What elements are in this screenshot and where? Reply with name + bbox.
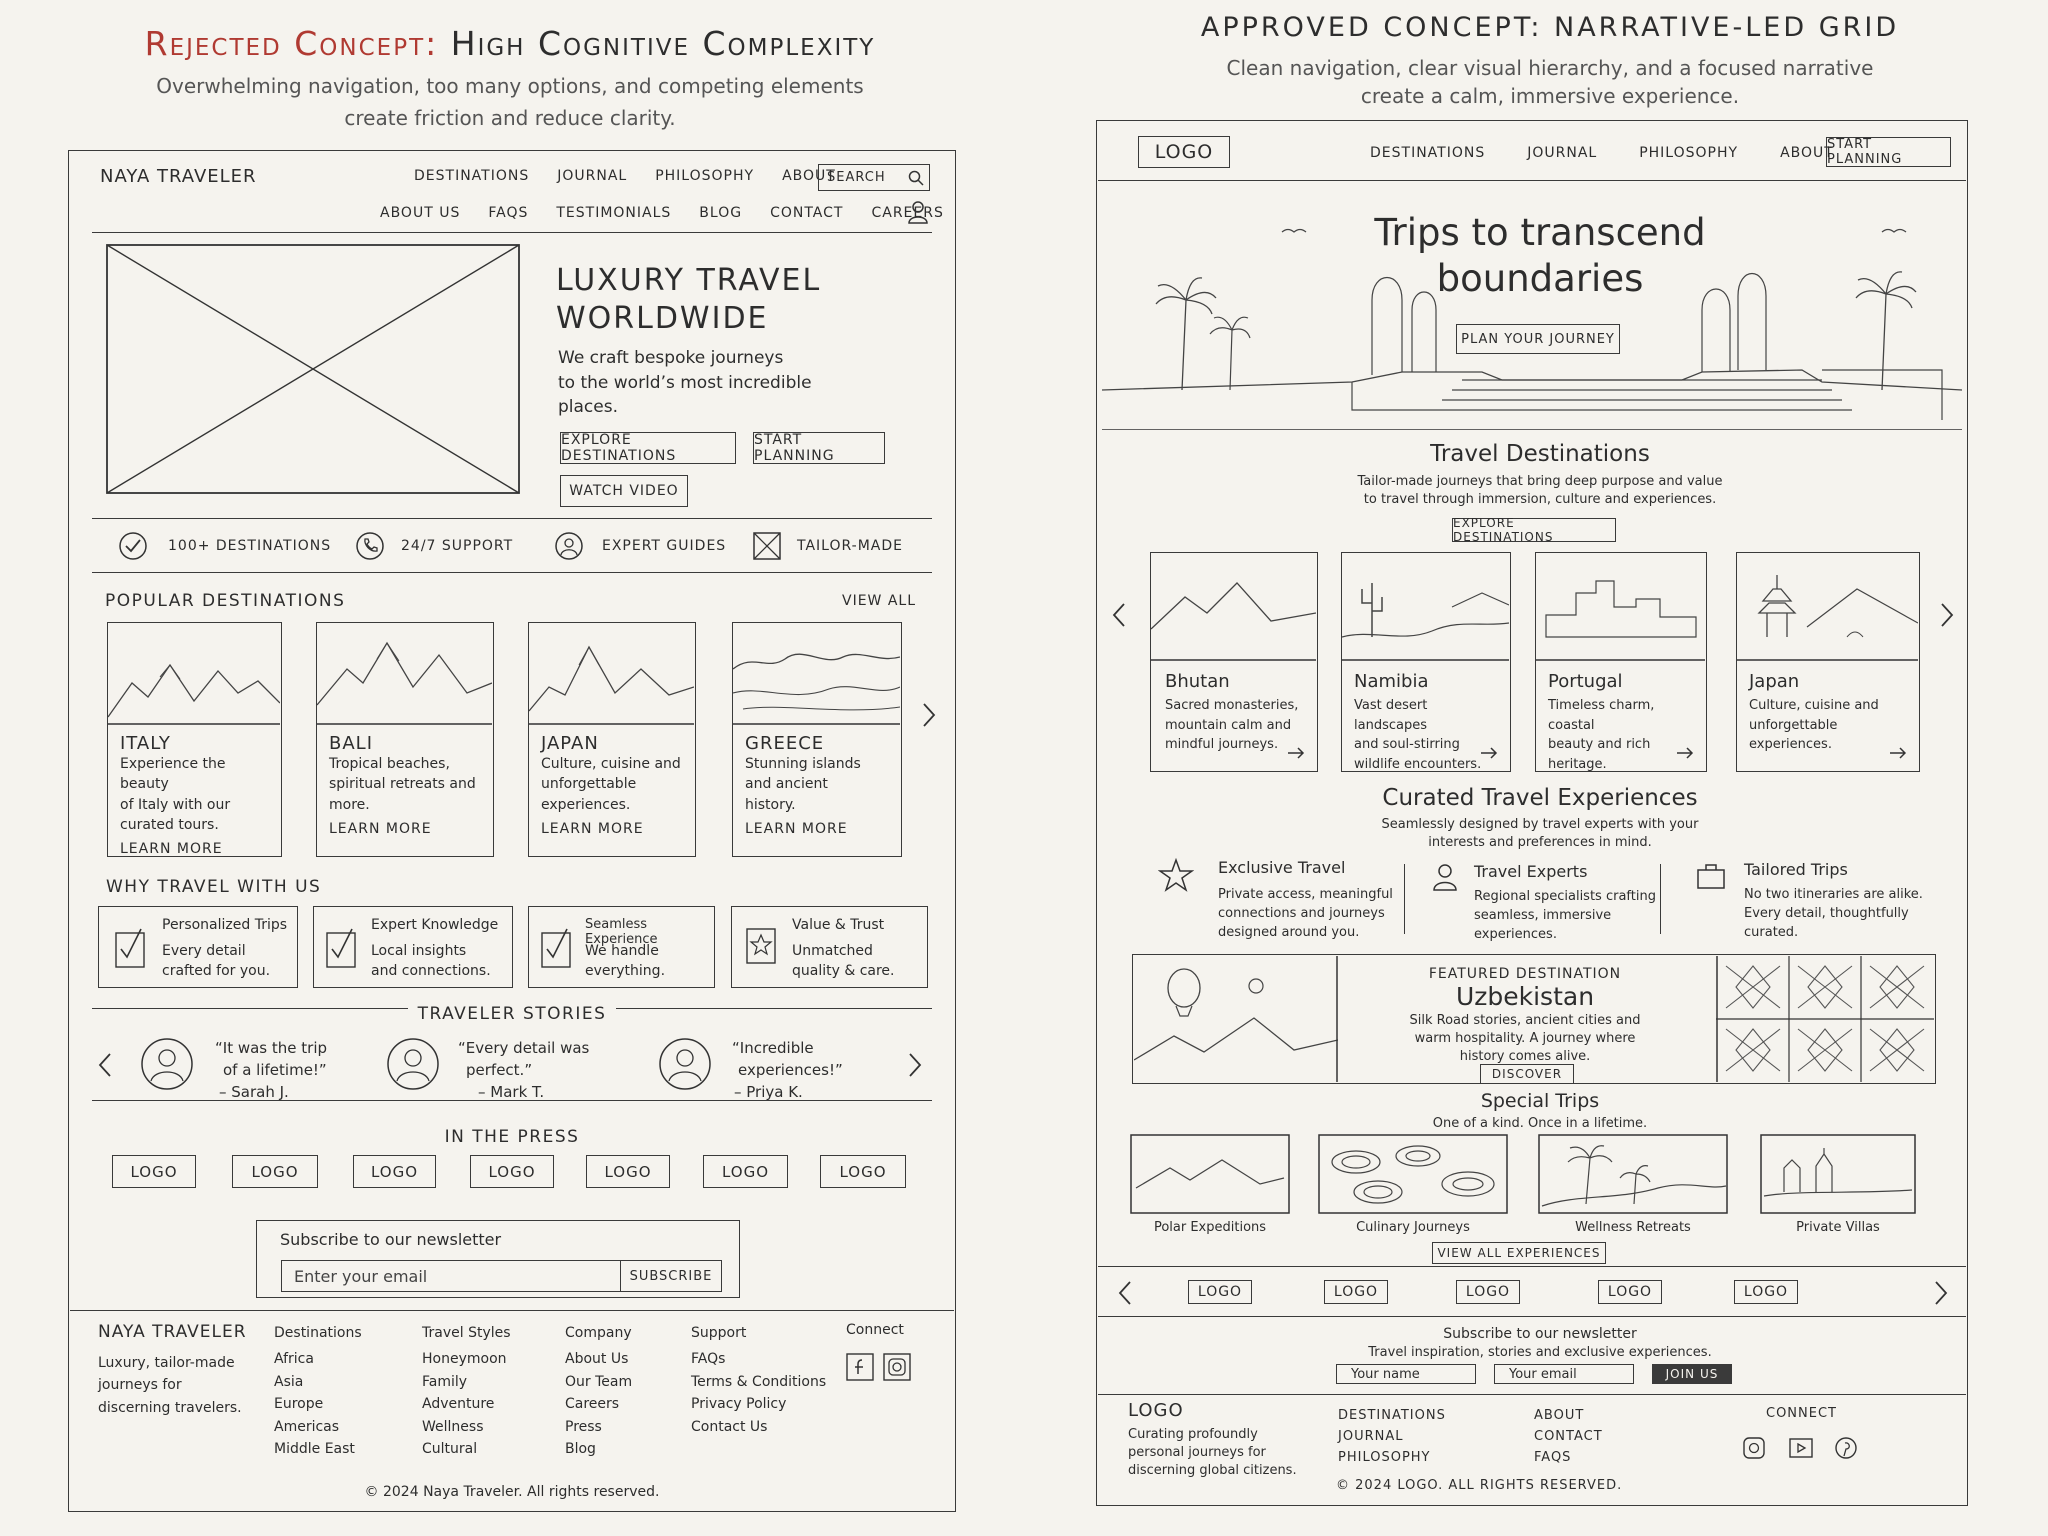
destination-card[interactable] xyxy=(528,622,696,857)
checkbox-icon xyxy=(326,925,356,969)
header-logo[interactable]: LOGO xyxy=(1138,136,1230,168)
press-logo: LOGO xyxy=(112,1155,196,1188)
why-item-title: Value & Trust xyxy=(792,917,885,933)
subscribe-button[interactable]: SUBSCRIBE xyxy=(620,1260,722,1292)
brand-logo[interactable]: NAYA TRAVELER xyxy=(100,166,257,187)
destination-card[interactable] xyxy=(316,622,494,857)
footer-link[interactable]: CONTACT xyxy=(1534,1428,1603,1444)
footer-link[interactable]: About Us xyxy=(565,1351,629,1368)
connect-heading: CONNECT xyxy=(1766,1406,1837,1421)
traveler-stories-heading: TRAVELER STORIES xyxy=(408,1004,617,1024)
footer-link[interactable]: Wellness xyxy=(422,1418,484,1435)
why-text-line: and connections. xyxy=(371,963,491,980)
why-text-line: Local insights xyxy=(371,943,467,959)
footer-link[interactable]: Cultural xyxy=(422,1440,478,1457)
card-text: Experience the beauty xyxy=(120,756,226,793)
search-label: SEARCH xyxy=(827,170,886,185)
press-logo: LOGO xyxy=(1188,1280,1252,1304)
footer-col-heading: Support xyxy=(691,1325,747,1341)
pagoda-illustration xyxy=(1737,553,1918,661)
mountain-illustration xyxy=(1151,553,1316,661)
card-text: of Italy with our xyxy=(120,796,231,813)
footer-link[interactable]: Family xyxy=(422,1373,468,1390)
footer-link[interactable]: Press xyxy=(565,1418,602,1435)
footer-link[interactable]: Careers xyxy=(565,1396,620,1413)
checkbox-icon xyxy=(541,925,571,969)
tailor-made-icon xyxy=(752,531,782,561)
curated-subtitle-1: Seamlessly designed by travel experts with your xyxy=(1381,817,1699,832)
nav-about[interactable]: ABOUT xyxy=(1780,145,1834,161)
plan-your-journey-button[interactable]: PLAN YOUR JOURNEY xyxy=(1456,324,1620,354)
mountain-illustration xyxy=(317,623,492,725)
quote-line: perfect.” xyxy=(466,1060,533,1079)
chevron-right-icon[interactable] xyxy=(1940,602,1954,628)
footer-col-travel-styles xyxy=(422,1322,511,1460)
destination-card[interactable] xyxy=(1341,552,1511,772)
tagline-line: personal journeys for xyxy=(1128,1445,1266,1461)
press-logo: LOGO xyxy=(586,1155,670,1188)
card-text: spiritual retreats and xyxy=(329,776,476,793)
hero-title-line-1: LUXURY TRAVEL xyxy=(556,263,822,298)
destinations-subtitle-2: to travel through immersion, culture and experiences. xyxy=(1363,492,1717,507)
newsletter-title: Subscribe to our newsletter xyxy=(1443,1326,1637,1342)
chevron-right-icon[interactable] xyxy=(908,1052,922,1078)
footer-col-destinations xyxy=(274,1322,362,1460)
card-text: unforgettable xyxy=(1749,717,1838,733)
nav-destinations[interactable]: DESTINATIONS xyxy=(414,168,530,184)
arrow-right-icon[interactable] xyxy=(1480,747,1498,759)
card-text: and soul-stirring xyxy=(1354,737,1460,752)
footer-tagline xyxy=(98,1352,242,1419)
card-title: Portugal xyxy=(1548,671,1623,692)
curated-text-line: curated. xyxy=(1744,924,1799,940)
feature-guides: EXPERT GUIDES xyxy=(602,538,727,554)
why-item-text xyxy=(792,941,895,982)
card-text: and ancient xyxy=(745,776,828,793)
start-planning-button[interactable]: START PLANNING xyxy=(753,432,885,464)
balloon-landscape-illustration xyxy=(1134,956,1338,1082)
footer-link[interactable]: PHILOSOPHY xyxy=(1338,1449,1431,1465)
avatar xyxy=(658,1037,712,1091)
card-text: wildlife encounters. xyxy=(1354,756,1482,772)
curated-item-title: Tailored Trips xyxy=(1744,860,1848,879)
footer-link[interactable]: ABOUT xyxy=(1534,1408,1585,1423)
destination-card[interactable] xyxy=(732,622,902,857)
testimonial-quote xyxy=(458,1038,589,1103)
footer-col-heading: Travel Styles xyxy=(422,1325,511,1341)
connect-heading: Connect xyxy=(846,1322,904,1338)
palm-island-illustration xyxy=(1538,1134,1728,1214)
footer-col-company xyxy=(565,1322,632,1460)
rejected-subtitle-2: create friction and reduce clarity. xyxy=(344,106,676,130)
dishes-illustration xyxy=(1318,1134,1508,1214)
curated-subtitle-2: interests and preferences in mind. xyxy=(1428,835,1652,850)
guide-icon xyxy=(554,531,584,561)
curated-text-line: No two itineraries are alike. xyxy=(1744,887,1923,902)
curated-item-text xyxy=(1474,888,1656,945)
award-icon xyxy=(746,925,776,965)
star-icon xyxy=(1158,858,1194,892)
footer-link[interactable]: Adventure xyxy=(422,1396,495,1413)
hero-title-line-1: Trips to transcend xyxy=(1374,211,1706,254)
footer-link[interactable]: Terms & Conditions xyxy=(691,1373,827,1390)
nav-blog[interactable]: BLOG xyxy=(699,205,743,221)
card-text: curated tours. xyxy=(120,816,219,833)
testimonial-quote xyxy=(215,1038,327,1103)
chevron-right-icon[interactable] xyxy=(922,702,936,728)
rejected-subtitle-1: Overwhelming navigation, too many options, and competing elements xyxy=(156,74,864,98)
special-trip-label[interactable]: Private Villas xyxy=(1796,1220,1880,1235)
approved-title: APPROVED CONCEPT: NARRATIVE-LED GRID xyxy=(1200,12,1900,43)
press-logo: LOGO xyxy=(1456,1280,1520,1304)
chevron-left-icon[interactable] xyxy=(1118,1280,1132,1306)
quote-author: – Sarah J. xyxy=(219,1082,289,1101)
curated-experiences-heading: Curated Travel Experiences xyxy=(1382,785,1698,811)
why-item-text xyxy=(162,941,270,982)
tagline-line: discerning travelers. xyxy=(98,1399,242,1416)
quote-line: of a lifetime!” xyxy=(223,1060,327,1079)
learn-more-link[interactable]: LEARN MORE xyxy=(541,820,644,837)
view-all-link[interactable]: VIEW ALL xyxy=(842,593,917,609)
tagline-line: Luxury, tailor-made xyxy=(98,1355,235,1371)
card-title: BALI xyxy=(329,733,373,754)
footer-link[interactable]: Our Team xyxy=(565,1373,633,1390)
footer-link[interactable]: JOURNAL xyxy=(1338,1428,1404,1444)
rejected-title xyxy=(60,24,960,63)
special-trips-subtitle: One of a kind. Once in a lifetime. xyxy=(1432,1116,1648,1131)
why-item xyxy=(313,906,513,988)
footer-link[interactable]: Europe xyxy=(274,1396,324,1413)
email-input[interactable]: Enter your email xyxy=(281,1260,621,1292)
footer-link[interactable]: FAQS xyxy=(1534,1449,1572,1465)
hero-body-line: We craft bespoke journeys xyxy=(558,348,784,368)
card-text: experiences. xyxy=(1749,737,1832,752)
card-text: Sacred monasteries, xyxy=(1165,698,1299,713)
footer-tagline xyxy=(1128,1426,1297,1481)
quote-line: experiences!” xyxy=(738,1060,843,1079)
feature-destinations: 100+ DESTINATIONS xyxy=(168,538,332,554)
destination-card[interactable] xyxy=(1150,552,1318,772)
curated-text-line: Regional specialists crafting xyxy=(1474,889,1656,904)
nav-faqs[interactable]: FAQS xyxy=(488,205,529,221)
curated-text-line: seamless, immersive xyxy=(1474,907,1612,923)
why-item-title: Personalized Trips xyxy=(162,917,288,933)
avatar xyxy=(386,1037,440,1091)
featured-text-line: history comes alive. xyxy=(1459,1049,1591,1065)
footer-link[interactable]: Privacy Policy xyxy=(691,1396,787,1413)
why-item-title: Seamless Experience xyxy=(585,917,658,947)
card-text: Tropical beaches, xyxy=(329,756,450,772)
nav-contact[interactable]: CONTACT xyxy=(770,205,844,221)
learn-more-link[interactable]: LEARN MORE xyxy=(120,841,223,858)
footer-logo[interactable]: LOGO xyxy=(1128,1400,1184,1421)
why-item xyxy=(731,906,928,988)
arrow-right-icon[interactable] xyxy=(1889,747,1907,759)
footer-link[interactable]: DESTINATIONS xyxy=(1338,1408,1446,1423)
card-title: Namibia xyxy=(1354,671,1429,692)
desert-cactus-illustration xyxy=(1342,553,1509,661)
footer-link[interactable]: Americas xyxy=(274,1418,340,1435)
footer-link[interactable]: Contact Us xyxy=(691,1418,768,1435)
footer-link[interactable]: Honeymoon xyxy=(422,1351,507,1368)
copyright: © 2024 Naya Traveler. All rights reserved. xyxy=(364,1484,660,1500)
nav-about[interactable]: ABOUT xyxy=(782,168,836,184)
hero-title xyxy=(556,262,821,337)
footer-col-support xyxy=(691,1322,826,1438)
nav-journal[interactable]: JOURNAL xyxy=(557,168,628,184)
card-text: Stunning islands xyxy=(745,756,861,772)
hero-title-line-2: boundaries xyxy=(1436,257,1644,301)
mountain-illustration xyxy=(529,623,694,725)
card-text: unforgettable xyxy=(541,776,637,793)
card-text: Culture, cuisine and xyxy=(1749,698,1879,713)
destination-card[interactable] xyxy=(1736,552,1920,772)
start-planning-button[interactable]: START PLANNING xyxy=(1826,137,1951,167)
youtube-icon[interactable] xyxy=(1788,1436,1814,1460)
special-trip-label[interactable]: Wellness Retreats xyxy=(1575,1220,1691,1235)
nav-philosophy[interactable]: PHILOSOPHY xyxy=(1639,145,1739,161)
quote-line: “It was the trip xyxy=(215,1039,328,1057)
secondary-nav xyxy=(380,205,944,221)
curated-item-text xyxy=(1218,886,1393,943)
special-trip-label[interactable]: Culinary Journeys xyxy=(1356,1220,1470,1235)
why-item-title: Expert Knowledge xyxy=(371,917,499,933)
search-icon xyxy=(908,170,924,186)
feature-tailor-made: TAILOR-MADE xyxy=(797,538,903,554)
nav-careers[interactable]: CAREERS xyxy=(871,205,944,221)
card-text: mindful journeys. xyxy=(1165,737,1279,752)
curated-text-line: experiences. xyxy=(1474,926,1557,942)
name-input[interactable]: Your name xyxy=(1336,1364,1476,1384)
hero-image-placeholder xyxy=(106,244,520,494)
quote-author: – Mark T. xyxy=(478,1082,545,1101)
card-text: heritage. xyxy=(1548,756,1607,772)
footer-link[interactable]: Africa xyxy=(274,1351,314,1368)
user-icon[interactable] xyxy=(907,200,929,224)
special-trips-heading: Special Trips xyxy=(1480,1090,1600,1112)
press-logo: LOGO xyxy=(1734,1280,1798,1304)
destination-card[interactable] xyxy=(1535,552,1707,772)
special-trip-label[interactable]: Polar Expeditions xyxy=(1153,1220,1267,1235)
footer-link[interactable]: FAQs xyxy=(691,1351,726,1368)
phone-icon xyxy=(355,531,385,561)
why-text-line: crafted for you. xyxy=(162,963,271,980)
popular-destinations-heading: POPULAR DESTINATIONS xyxy=(105,591,346,611)
mountain-illustration xyxy=(108,623,280,725)
hero-body xyxy=(558,346,812,420)
quote-line: “Every detail was xyxy=(458,1039,590,1057)
footer-col-heading: Destinations xyxy=(274,1325,362,1341)
view-all-experiences-button[interactable]: VIEW ALL EXPERIENCES xyxy=(1432,1242,1606,1264)
avatar xyxy=(140,1037,194,1091)
feature-support: 24/7 SUPPORT xyxy=(401,538,514,554)
footer-col-heading: Company xyxy=(565,1325,632,1341)
explore-destinations-button[interactable]: EXPLORE DESTINATIONS xyxy=(560,432,736,464)
card-text: history. xyxy=(745,796,796,813)
curated-text-line: connections and journeys xyxy=(1218,905,1385,921)
card-title: Japan xyxy=(1749,671,1800,692)
newsletter-title: Subscribe to our newsletter xyxy=(280,1230,502,1249)
hero-body-line: places. xyxy=(558,397,618,418)
footer-brand[interactable]: NAYA TRAVELER xyxy=(98,1322,247,1342)
curated-text-line: designed around you. xyxy=(1218,924,1360,940)
approved-subtitle-1: Clean navigation, clear visual hierarchy, and a focused narrative xyxy=(1226,56,1874,80)
footer-links-col-1 xyxy=(1338,1406,1446,1468)
why-text-line: Every detail xyxy=(162,943,246,959)
card-text: beauty and rich xyxy=(1548,737,1651,752)
arrow-right-icon[interactable] xyxy=(1287,747,1305,759)
learn-more-link[interactable]: LEARN MORE xyxy=(329,820,432,837)
why-item-text xyxy=(371,941,491,982)
featured-text-line: warm hospitality. A journey where xyxy=(1414,1031,1636,1047)
coast-illustration xyxy=(733,623,900,725)
newsletter-subtitle: Travel inspiration, stories and exclusive experiences. xyxy=(1368,1345,1712,1360)
chevron-left-icon[interactable] xyxy=(98,1052,112,1078)
email-input[interactable]: Your email xyxy=(1494,1364,1634,1384)
check-circle-icon xyxy=(118,531,148,561)
why-text-line: Unmatched xyxy=(792,943,873,959)
nav-journal[interactable]: JOURNAL xyxy=(1527,145,1598,161)
card-text: more. xyxy=(329,796,370,813)
chevron-left-icon[interactable] xyxy=(1112,602,1126,628)
card-text: experiences. xyxy=(541,796,631,813)
hero-title-line-2: WORLDWIDE xyxy=(556,300,769,336)
destination-card[interactable] xyxy=(107,622,282,857)
press-logo: LOGO xyxy=(703,1155,788,1188)
press-logo: LOGO xyxy=(470,1155,554,1188)
featured-text-line: Silk Road stories, ancient cities and xyxy=(1409,1013,1641,1028)
featured-description xyxy=(1340,1012,1710,1067)
press-logo: LOGO xyxy=(1324,1280,1388,1304)
card-text: Timeless charm, coastal xyxy=(1548,698,1655,733)
villa-illustration xyxy=(1760,1134,1916,1214)
search-box[interactable] xyxy=(818,164,930,191)
card-title: Bhutan xyxy=(1165,671,1230,692)
chevron-right-icon[interactable] xyxy=(1934,1280,1948,1306)
nav-testimonials[interactable]: TESTIMONIALS xyxy=(556,205,672,221)
press-logo: LOGO xyxy=(820,1155,906,1188)
instagram-icon[interactable] xyxy=(1742,1436,1766,1460)
tagline-line: journeys for xyxy=(98,1377,182,1394)
footer-link[interactable]: Asia xyxy=(274,1373,304,1390)
curated-item-title: Exclusive Travel xyxy=(1218,858,1346,877)
pattern-tiles-illustration xyxy=(1716,956,1934,1082)
quote-line: “Incredible xyxy=(732,1039,814,1057)
watch-video-button[interactable]: WATCH VIDEO xyxy=(560,475,688,507)
curated-item-title: Travel Experts xyxy=(1474,862,1588,881)
arrow-right-icon[interactable] xyxy=(1676,747,1694,759)
card-text: Culture, cuisine and xyxy=(541,756,681,772)
why-travel-heading: WHY TRAVEL WITH US xyxy=(106,877,322,897)
why-item xyxy=(98,906,298,988)
travel-destinations-heading: Travel Destinations xyxy=(1430,441,1650,467)
why-item xyxy=(528,906,715,988)
polar-illustration xyxy=(1130,1134,1290,1214)
press-logo: LOGO xyxy=(232,1155,318,1188)
rejected-title-suffix: High Cognitive Complexity xyxy=(450,24,876,63)
hero-body-line: to the world’s most incredible xyxy=(558,372,812,393)
card-title: ITALY xyxy=(120,733,171,754)
primary-nav xyxy=(414,168,836,184)
join-us-button[interactable]: JOIN US xyxy=(1652,1364,1732,1384)
expert-user-icon xyxy=(1432,862,1458,892)
suitcase-icon xyxy=(1696,862,1726,890)
instagram-icon[interactable] xyxy=(883,1353,911,1381)
footer-link[interactable]: Blog xyxy=(565,1440,596,1457)
curated-item-text xyxy=(1744,886,1923,943)
curated-text-line: Every detail, thoughtfully xyxy=(1744,905,1909,921)
nav-about-us[interactable]: ABOUT US xyxy=(380,205,461,221)
tagline-line: discerning global citizens. xyxy=(1128,1463,1297,1479)
press-heading: IN THE PRESS xyxy=(444,1127,580,1147)
destinations-subtitle-1: Tailor-made journeys that bring deep purpose and value xyxy=(1357,474,1723,489)
copyright: © 2024 LOGO. ALL RIGHTS RESERVED. xyxy=(1336,1478,1623,1493)
why-text-line: We handle xyxy=(585,943,659,959)
press-logo: LOGO xyxy=(1598,1280,1662,1304)
testimonial-quote xyxy=(732,1038,843,1103)
why-text-line: everything. xyxy=(585,963,666,980)
card-text: Vast desert landscapes xyxy=(1354,698,1428,733)
tagline-line: Curating profoundly xyxy=(1128,1427,1258,1442)
footer-link[interactable]: Middle East xyxy=(274,1440,355,1457)
primary-nav xyxy=(1370,145,1834,161)
card-title: JAPAN xyxy=(541,733,599,754)
explore-destinations-button[interactable]: EXPLORE DESTINATIONS xyxy=(1452,518,1616,542)
why-text-line: quality & care. xyxy=(792,963,895,980)
pinterest-icon[interactable] xyxy=(1834,1436,1858,1460)
featured-name: Uzbekistan xyxy=(1455,982,1595,1011)
learn-more-link[interactable]: LEARN MORE xyxy=(745,820,848,837)
quote-author: – Priya K. xyxy=(734,1082,803,1101)
approved-subtitle-2: create a calm, immersive experience. xyxy=(1360,84,1740,108)
footer-links-col-2 xyxy=(1534,1406,1603,1468)
nav-philosophy[interactable]: PHILOSOPHY xyxy=(655,168,755,184)
town-illustration xyxy=(1536,553,1705,661)
why-item-text xyxy=(585,941,665,982)
nav-destinations[interactable]: DESTINATIONS xyxy=(1370,145,1486,161)
rejected-title-prefix: Rejected Concept: xyxy=(144,24,439,63)
card-text: mountain calm and xyxy=(1165,717,1292,733)
hero-landscape-illustration xyxy=(1102,210,1962,430)
discover-button[interactable]: DISCOVER xyxy=(1480,1064,1574,1084)
curated-text-line: Private access, meaningful xyxy=(1218,887,1393,902)
facebook-icon[interactable] xyxy=(846,1353,874,1381)
checkbox-icon xyxy=(115,925,145,969)
featured-label: FEATURED DESTINATION xyxy=(1428,966,1622,982)
card-title: GREECE xyxy=(745,733,825,754)
press-logo: LOGO xyxy=(353,1155,436,1188)
